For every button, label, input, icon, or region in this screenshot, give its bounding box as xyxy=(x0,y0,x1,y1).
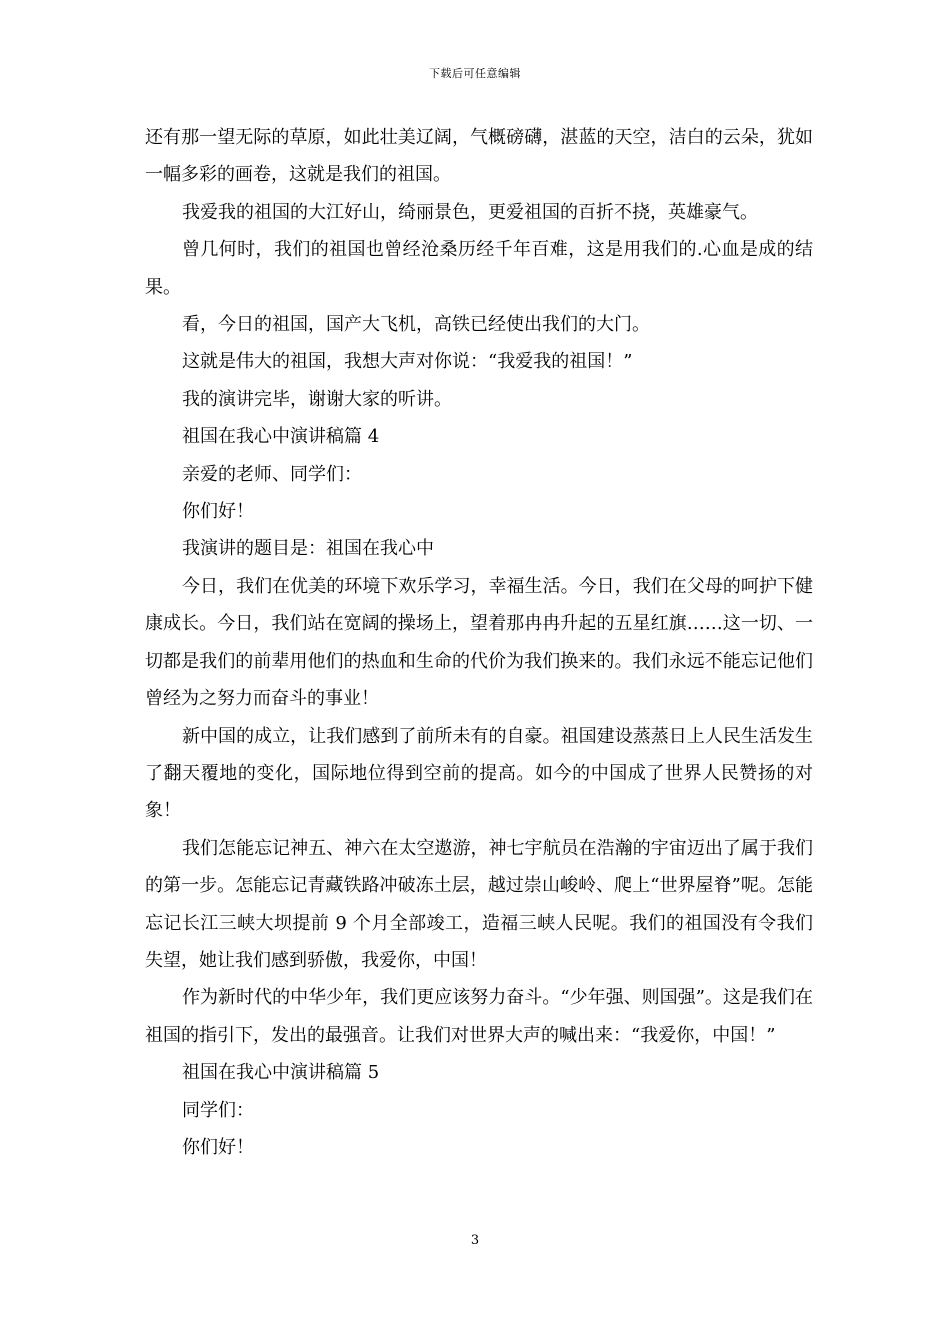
paragraph: 我们怎能忘记神五、神六在太空遨游，神七宇航员在浩瀚的宇宙迈出了属于我们的第一步。怎能忘记青藏铁路冲破冻土层，越过崇山峻岭、爬上“世界屋脊”呢。怎能忘记长江三峡大坝提前 9 个月全部竣工，造福三峡人民呢。我们的祖国没有令我们失望，她让我们感到骄傲，我爱你，中国！ xyxy=(145,837,813,971)
paragraph: 曾几何时，我们的祖国也曾经沧桑历经千年百难，这是用我们的.心血是成的结果。 xyxy=(145,239,813,298)
page-number: 3 xyxy=(470,1233,480,1248)
salutation: 亲爱的老师、同学们： xyxy=(182,463,362,485)
paragraph: 看，今日的祖国，国产大飞机，高铁已经使出我们的大门。 xyxy=(182,314,650,336)
paragraph: 还有那一望无际的草原，如此壮美辽阔，气概磅礴，湛蓝的天空，洁白的云朵，犹如一幅多彩的画卷，这就是我们的祖国。 xyxy=(145,127,813,186)
paragraph: 作为新时代的中华少年，我们更应该努力奋斗。“少年强、则国强”。这是我们在祖国的指引下，发出的最强音。让我们对世界大声的喊出来：“我爱你，中国！” xyxy=(145,987,813,1046)
page-header: 下载后可任意编辑 xyxy=(429,67,521,80)
greeting: 你们好！ xyxy=(182,501,254,523)
paragraph: 新中国的成立，让我们感到了前所未有的自豪。祖国建设蒸蒸日上人民生活发生了翻天覆地的变化，国际地位得到空前的提高。如今的中国成了世界人民赞扬的对象！ xyxy=(145,725,813,822)
paragraph: 今日，我们在优美的环境下欢乐学习，幸福生活。今日，我们在父母的呵护下健康成长。今日，我们站在宽阔的操场上，望着那冉冉升起的五星红旗……这一切、一切都是我们的前辈用他们的热血和生命的代价为我们换来的。我们永远不能忘记他们曾经为之努力而奋斗的事业！ xyxy=(145,575,813,710)
salutation: 同学们： xyxy=(182,1099,254,1121)
greeting: 你们好！ xyxy=(182,1136,254,1158)
paragraph: 我爱我的祖国的大江好山，绮丽景色，更爱祖国的百折不挠，英雄豪气。 xyxy=(182,201,758,223)
section-heading: 祖国在我心中演讲稿篇 5 xyxy=(182,1062,380,1084)
document-body xyxy=(145,119,813,1166)
paragraph: 我的演讲完毕，谢谢大家的听讲。 xyxy=(182,388,452,410)
section-heading: 祖国在我心中演讲稿篇 4 xyxy=(182,426,380,448)
paragraph: 我演讲的题目是：祖国在我心中 xyxy=(182,538,434,560)
paragraph: 这就是伟大的祖国，我想大声对你说：“我爱我的祖国！” xyxy=(182,351,633,373)
